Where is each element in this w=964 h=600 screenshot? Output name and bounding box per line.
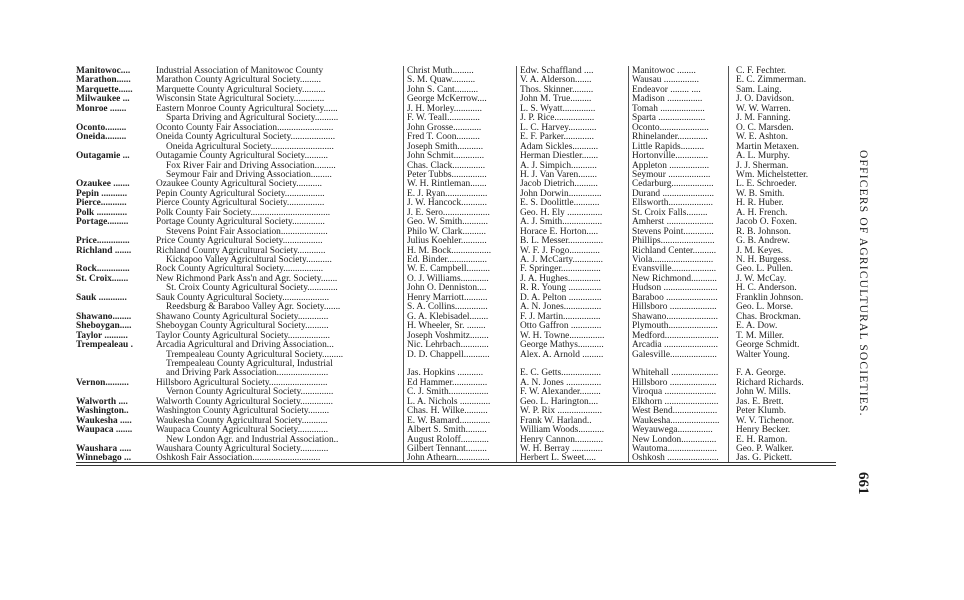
name-cell: Wm. Michelstetter. — [736, 169, 809, 180]
society-cell: Marquette County Agricultural Society.......... — [156, 84, 326, 95]
name-cell: J. W. McCay. — [736, 273, 787, 284]
name-cell: Chas. Brockman. — [736, 311, 801, 322]
secretary-cell: Otto Gaffron ............. — [520, 321, 602, 332]
president-cell: John O. Denniston.... — [407, 283, 487, 294]
society-cell: Hillsboro Agricultural Society......................... — [156, 377, 328, 388]
county-cell: Trempealeau . — [76, 340, 133, 351]
president-cell: O. J. Williams............ — [407, 273, 489, 284]
place-cell: Evansville................... — [632, 264, 717, 275]
place-cell: Hortonville.............. — [632, 151, 709, 162]
president-cell: George McKerrow.... — [407, 94, 487, 105]
name-cell: Peter Klumb. — [736, 406, 786, 417]
secretary-cell: A. N. Jones ............... — [520, 377, 602, 388]
column-divider — [516, 66, 517, 462]
place-cell: Viola.......................... — [632, 255, 714, 265]
president-cell: W. H. Rintleman....... — [407, 179, 487, 190]
president-cell: Christ Muth......... — [407, 66, 474, 76]
president-cell: W. E. Campbell.......... — [407, 264, 490, 275]
name-cell: T. M. Miller. — [736, 330, 784, 341]
place-cell: Elkhorn ....................... — [632, 396, 719, 407]
president-cell: S. M. Quaw.......... — [407, 75, 476, 86]
president-cell: L. A. Nichols ............. — [407, 396, 491, 407]
bottom-rule — [76, 465, 836, 466]
place-cell: Weyauwega............... — [632, 425, 713, 436]
place-cell: Oconto..................... — [632, 122, 709, 133]
president-cell: J. H. Morley............ — [407, 103, 482, 114]
county-cell: Portage......... — [76, 217, 129, 228]
name-cell: W. V. Tichenor. — [736, 415, 794, 426]
society-cell: Eastern Monroe County Agricultural Society...... — [156, 103, 338, 114]
president-cell: Geo. W. Smith........... — [407, 217, 488, 228]
president-cell: Joseph Smith........... — [407, 141, 484, 152]
secretary-cell: W. F. J. Fogo............. — [520, 245, 600, 256]
place-cell: Cedarburg.................. — [632, 179, 714, 190]
name-cell: J. O. Davidson. — [736, 94, 795, 105]
secretary-cell: George Mathys........... — [520, 340, 604, 351]
society-cell: Waukesha County Agricultural Society........... — [156, 415, 328, 426]
president-cell: Philo W. Clark.......... — [407, 226, 486, 237]
bottom-rule — [76, 462, 836, 463]
society-cell: Ozaukee County Agricultural Society........... — [156, 179, 323, 190]
county-cell: Waukesha ..... — [76, 415, 132, 426]
secretary-cell: H. J. Van Varen........ — [520, 169, 597, 180]
county-cell: Waushara ..... — [76, 444, 132, 454]
place-cell: Manitowoc ........ — [632, 66, 696, 76]
place-cell: Stevens Point............. — [632, 226, 714, 237]
secretary-cell: A. J. McCarty............. — [520, 255, 603, 265]
society-cell: Seymour Fair and Driving Association......... — [166, 169, 332, 180]
society-cell: Reedsburg & Baraboo Valley Agr. Society....... — [166, 302, 341, 313]
secretary-cell: F. J. Martin................ — [520, 311, 601, 322]
county-cell: Richland ....... — [76, 245, 132, 256]
secretary-cell: Herman Diestler....... — [520, 151, 599, 162]
president-cell: John S. Cant.......... — [407, 84, 479, 95]
name-cell: Geo. L. Morse. — [736, 302, 794, 313]
society-cell: Taylor County Agricultural Society.................. — [156, 330, 330, 341]
society-cell: Oconto County Fair Association........................ — [156, 122, 334, 133]
place-cell: Richland Center.......... — [632, 245, 717, 256]
column-divider — [628, 66, 629, 462]
society-cell: Stevens Point Fair Association.................... — [166, 226, 328, 237]
secretary-cell: W. P. Rix ................... — [520, 406, 602, 417]
society-cell: Washington County Agricultural Society......... — [156, 406, 330, 417]
president-cell: John Schmit............. — [407, 151, 485, 162]
society-cell: Marathon County Agricultural Society......... — [156, 75, 321, 86]
secretary-cell: Frank W. Harland.. — [520, 415, 592, 426]
county-cell: Marathon...... — [76, 75, 131, 86]
county-cell: Manitowoc.... — [76, 66, 131, 76]
place-cell: Whitehall .................... — [632, 368, 719, 379]
secretary-cell: J. P. Rice................. — [520, 113, 595, 124]
society-cell: Pierce County Agricultural Society................ — [156, 198, 325, 209]
secretary-cell: W. H. Berray ............. — [520, 444, 603, 454]
name-cell: W. E. Ashton. — [736, 132, 788, 143]
place-cell: Appleton ................. — [632, 160, 710, 171]
society-cell: Fox River Fair and Driving Association......... — [166, 160, 336, 171]
place-cell: Sparta .................... — [632, 113, 706, 124]
name-cell: W. W. Warren. — [736, 103, 791, 114]
society-cell: Oshkosh Fair Association............................. — [156, 453, 321, 464]
secretary-cell: Geo. L. Harington.... — [520, 396, 599, 407]
secretary-cell: John Dorwin.............. — [520, 188, 602, 199]
county-cell: Taylor .......... — [76, 330, 128, 341]
name-cell: R. B. Johnson. — [736, 226, 791, 237]
county-cell: Milwaukee ... — [76, 94, 130, 105]
society-cell: Trempealeau County Agricultural Society......... — [166, 349, 344, 360]
place-cell: Seymour .................. — [632, 169, 711, 180]
society-cell: New Richmond Park Ass'n and Agr. Society....... — [156, 273, 338, 284]
name-cell: C. F. Fechter. — [736, 66, 787, 76]
county-cell: Vernon.......... — [76, 377, 129, 388]
name-cell: Geo. L. Pullen. — [736, 264, 794, 275]
place-cell: Arcadia ....................... — [632, 340, 718, 351]
place-cell: Little Rapids.......... — [632, 141, 705, 152]
county-cell: Oconto......... — [76, 122, 127, 133]
secretary-cell: Geo. H. Ely ............... — [520, 207, 603, 218]
place-cell: Galesville.................... — [632, 349, 717, 360]
president-cell: J. E. Sero.................... — [407, 207, 490, 218]
society-cell: and Driving Park Association...................... — [166, 368, 329, 379]
president-cell: G. A. Klebisadel........ — [407, 311, 489, 322]
president-cell: Joseph Voshmitz........ — [407, 330, 489, 341]
secretary-cell: Horace E. Horton..... — [520, 226, 599, 237]
society-cell: Waushara County Agricultural Society............ — [156, 444, 329, 454]
society-cell: Oneida Agricultural Society........................... — [166, 141, 334, 152]
secretary-cell: Herbert L. Sweet..... — [520, 453, 597, 464]
place-cell: Ellsworth................... — [632, 198, 713, 209]
president-cell: H. Wheeler, Sr. ........ — [407, 321, 486, 332]
secretary-cell: A. N. Jones................ — [520, 302, 602, 313]
president-cell: Albert S. Smith......... — [407, 425, 487, 436]
place-cell: Wautoma..................... — [632, 444, 717, 454]
secretary-cell: Edw. Schaffland .... — [520, 66, 594, 76]
county-cell: Shawano........ — [76, 311, 132, 322]
county-cell: Sauk ............ — [76, 292, 127, 303]
place-cell: West Bend................... — [632, 406, 718, 417]
name-cell: H. C. Anderson. — [736, 283, 797, 294]
name-cell: E. A. Dow. — [736, 321, 778, 332]
place-cell: New London............... — [632, 434, 717, 445]
place-cell: Viroqua ...................... — [632, 387, 717, 398]
county-cell: Washington.. — [76, 406, 129, 417]
president-cell: August Roloff............ — [407, 434, 489, 445]
name-cell: J. M. Keyes. — [736, 245, 784, 256]
president-cell: H. M. Bock................. — [407, 245, 492, 256]
secretary-cell: E. F. Parker............. — [520, 132, 594, 143]
secretary-cell: B. L. Messer............... — [520, 236, 604, 247]
society-cell: Oneida County Agricultural Society................... — [156, 132, 336, 143]
name-cell: Henry Becker. — [736, 425, 791, 436]
president-cell: Chas. Clack.............. — [407, 160, 486, 171]
society-cell: Walworth County Agricultural Society.............. — [156, 396, 333, 407]
place-cell: Shawano...................... — [632, 311, 718, 322]
county-cell: Sheboygan..... — [76, 321, 132, 332]
name-cell: E. C. Zimmerman. — [736, 75, 807, 86]
place-cell: Oshkosh ...................... — [632, 453, 719, 464]
name-cell: John W. Mills. — [736, 387, 791, 398]
name-cell: E. H. Ramon. — [736, 434, 788, 445]
secretary-cell: V. A. Alderson....... — [520, 75, 592, 86]
place-cell: Plymouth..................... — [632, 321, 718, 332]
secretary-cell: John M. True......... — [520, 94, 592, 105]
society-cell: Kickapoo Valley Agricultural Society........... — [166, 255, 332, 265]
president-cell: Jas. Hopkins ........... — [407, 368, 484, 379]
society-cell: Industrial Association of Manitowoc County — [156, 66, 324, 76]
name-cell: N. H. Burgess. — [736, 255, 792, 265]
place-cell: Tomah ................... — [632, 103, 705, 114]
name-cell: Sam. Laing. — [736, 84, 782, 95]
society-cell: Wisconsin State Agricultural Society............. — [156, 94, 325, 105]
secretary-cell: A. J. Smith................. — [520, 217, 603, 228]
county-cell: Outagamie ... — [76, 151, 130, 162]
president-cell: J. W. Hancock........... — [407, 198, 487, 209]
place-cell: Hudson ....................... — [632, 283, 718, 294]
secretary-cell: E. S. Doolittle........... — [520, 198, 600, 209]
society-cell: Waupaca County Agricultural Society............. — [156, 425, 329, 436]
president-cell: Peter Tubbs............... — [407, 169, 487, 180]
society-cell: Portage County Agricultural Society.............. — [156, 217, 325, 228]
secretary-cell: Jacob Dietrich.......... — [520, 179, 598, 190]
society-cell: Vernon County Agricultural Society.............. — [166, 387, 334, 398]
society-cell: Shawano County Agricultural Society............. — [156, 311, 329, 322]
county-cell: Pierce........... — [76, 198, 127, 209]
name-cell: J. J. Sherman. — [736, 160, 789, 171]
society-cell: New London Agr. and Industrial Association.. — [166, 434, 339, 445]
name-cell: Richard Richards. — [736, 377, 804, 388]
place-cell: Waukesha..................... — [632, 415, 720, 426]
name-cell: F. A. George. — [736, 368, 786, 379]
society-cell: Richland County Agricultural Society............ — [156, 245, 326, 256]
name-cell: Franklin Johnson. — [736, 292, 804, 303]
county-cell: Monroe ....... — [76, 103, 127, 114]
county-cell: Marquette...... — [76, 84, 133, 95]
secretary-cell: A. J. Simpich........... — [520, 160, 597, 171]
president-cell: Julius Koehler........... — [407, 236, 487, 247]
president-cell: E. W. Bamard............. — [407, 415, 491, 426]
president-cell: John Athearn.............. — [407, 453, 490, 464]
county-cell: Winnebago ... — [76, 453, 132, 464]
county-cell: Oneida......... — [76, 132, 127, 143]
county-cell: Polk ............. — [76, 207, 128, 218]
society-cell: Trempealeau County Agricultural, Industrial — [166, 358, 333, 369]
name-cell: G. B. Andrew. — [736, 236, 790, 247]
secretary-cell: William Woods........... — [520, 425, 605, 436]
secretary-cell: Thos. Skinner......... — [520, 84, 594, 95]
place-cell: Durand ...................... — [632, 188, 715, 199]
society-cell: St. Croix County Agricultural Society............. — [166, 283, 338, 294]
place-cell: Amherst .................... — [632, 217, 714, 228]
president-cell: John Grosse............ — [407, 122, 482, 133]
secretary-cell: W. H. Towne............... — [520, 330, 605, 341]
president-cell: D. D. Chappell........... — [407, 349, 490, 360]
name-cell: A. L. Murphy. — [736, 151, 790, 162]
president-cell: Nic. Lehrbach............ — [407, 340, 489, 351]
county-cell: St. Croix....... — [76, 273, 129, 284]
society-cell: Outagamie County Agricultural Society.......... — [156, 151, 329, 162]
place-cell: Baraboo ...................... — [632, 292, 718, 303]
president-cell: F. W. Teall.............. — [407, 113, 480, 124]
secretary-cell: D. A. Pelton .............. — [520, 292, 602, 303]
secretary-cell: L. C. Harvey............ — [520, 122, 597, 133]
name-cell: H. R. Huber. — [736, 198, 784, 209]
county-cell: Pepin ........... — [76, 188, 128, 199]
society-cell: Polk County Fair Society.................................. — [156, 207, 331, 218]
president-cell: Ed. Binder................. — [407, 255, 487, 265]
county-cell: Rock.............. — [76, 264, 130, 275]
county-cell: Ozaukee ....... — [76, 179, 130, 190]
name-cell: L. E. Schroeder. — [736, 179, 797, 190]
column-divider — [403, 66, 404, 462]
place-cell: New Richmond........... — [632, 273, 717, 284]
place-cell: Hillsboro .................... — [632, 377, 717, 388]
secretary-cell: E. C. Getts................. — [520, 368, 601, 379]
society-cell: Pepin County Agricultural Society................. — [156, 188, 325, 199]
name-cell: George Schmidt. — [736, 340, 800, 351]
secretary-cell: Alex. A. Arnold ......... — [520, 349, 604, 360]
county-cell: Price.............. — [76, 236, 130, 247]
place-cell: Wausau ............... — [632, 75, 699, 86]
secretary-cell: L. S. Wyatt.............. — [520, 103, 596, 114]
place-cell: St. Croix Falls......... — [632, 207, 708, 218]
secretary-cell: F. Springer................. — [520, 264, 601, 275]
place-cell: Madison ............... — [632, 94, 703, 105]
name-cell: Walter Young. — [736, 349, 790, 360]
president-cell: C. J. Smith................. — [407, 387, 489, 398]
society-cell: Price County Agricultural Society................. — [156, 236, 323, 247]
column-divider — [728, 66, 729, 462]
county-cell: Waupaca ....... — [76, 425, 133, 436]
society-cell: Sauk County Agricultural Society.................... — [156, 292, 330, 303]
name-cell: J. M. Fanning. — [736, 113, 791, 124]
name-cell: Jacob O. Foxen. — [736, 217, 797, 228]
county-cell: Walworth .... — [76, 396, 128, 407]
president-cell: Ed Hammer............... — [407, 377, 488, 388]
president-cell: Henry Marriott.......... — [407, 292, 488, 303]
secretary-cell: R. R. Young .............. — [520, 283, 602, 294]
place-cell: Rhinelander............. — [632, 132, 708, 143]
secretary-cell: J. A. Hughes.............. — [520, 273, 601, 284]
secretary-cell: Adam Sickles........... — [520, 141, 599, 152]
name-cell: A. H. French. — [736, 207, 788, 218]
society-cell: Rock County Agricultural Society................. — [156, 264, 324, 275]
society-cell: Arcadia Agricultural and Driving Association... — [156, 340, 334, 351]
place-cell: Phillips....................... — [632, 236, 715, 247]
name-cell: Martin Metaxen. — [736, 141, 800, 152]
president-cell: Gilbert Tennant......... — [407, 444, 487, 454]
president-cell: E. J. Ryan.................. — [407, 188, 488, 199]
secretary-cell: Henry Cannon............ — [520, 434, 604, 445]
place-cell: Endeavor ........ .... — [632, 84, 701, 95]
running-title: OFFICERS OF AGRICULTURAL SOCIETIES. — [857, 150, 869, 417]
president-cell: Fred T. Coon.......... — [407, 132, 480, 143]
society-cell: Sparta Driving and Agricultural Society.......... — [166, 113, 339, 124]
place-cell: Hillsboro .................... — [632, 302, 717, 313]
president-cell: Chas. H. Wilke.......... — [407, 406, 488, 417]
name-cell: W. B. Smith. — [736, 188, 785, 199]
name-cell: Jas. E. Brett. — [736, 396, 784, 407]
society-cell: Sheboygan County Agricultural Society.......... — [156, 321, 329, 332]
page-number: 661 — [855, 472, 871, 495]
president-cell: S. A. Collins.............. — [407, 302, 488, 313]
name-cell: O. C. Marsden. — [736, 122, 794, 133]
name-cell: Geo. P. Walker. — [736, 444, 794, 454]
secretary-cell: F. W. Alexander......... — [520, 387, 601, 398]
name-cell: Jas. G. Pickett. — [736, 453, 792, 464]
place-cell: Medford....................... — [632, 330, 719, 341]
